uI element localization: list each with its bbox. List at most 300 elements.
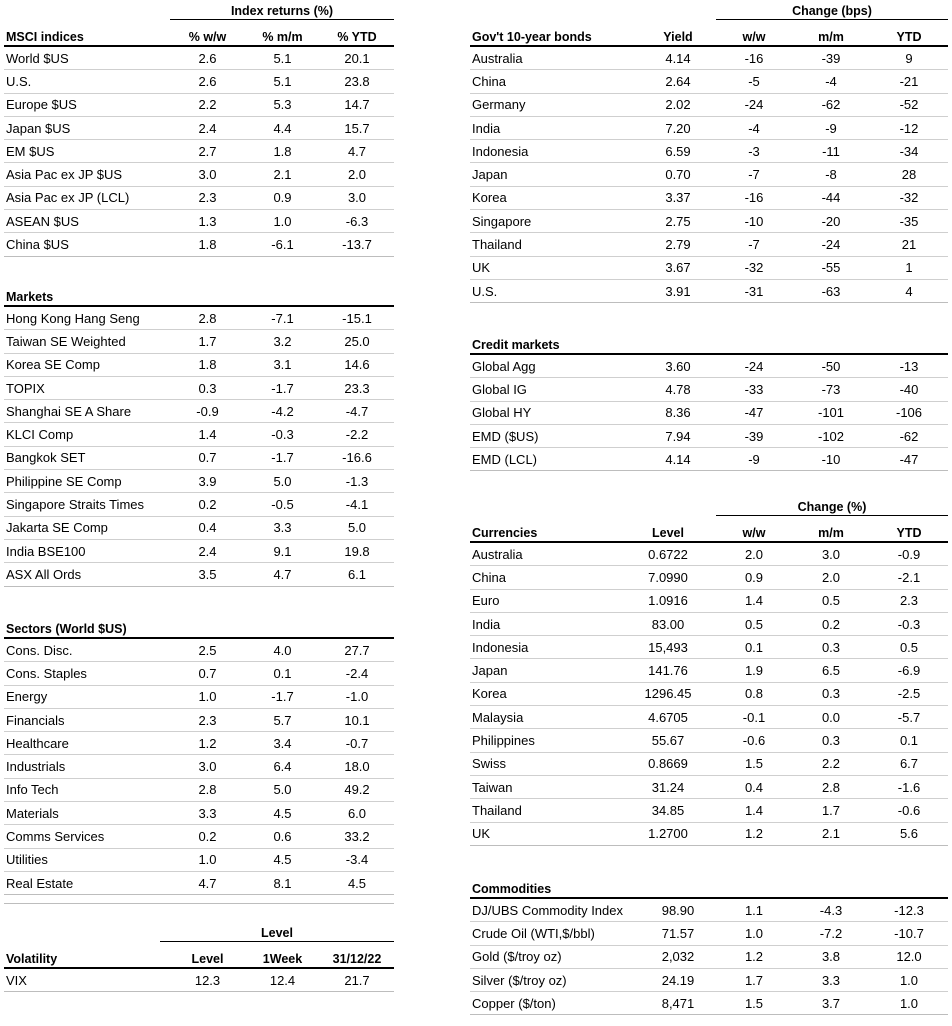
cell-value: 12.4 [245,968,320,992]
cell-value: 3.9 [170,470,245,493]
sector-row [4,732,394,755]
cell-value: 4.6705 [620,706,716,729]
cell-value: 5.0 [245,470,320,493]
cell-value: 3.5 [170,563,245,586]
cell-value: 21.7 [320,968,394,992]
cell-value: -40 [870,378,948,401]
cell-value: 83.00 [620,612,716,635]
cell-value: -16 [716,186,792,209]
row-label: China [470,70,640,93]
cell-value: -0.9 [170,400,245,423]
row-label: DJ/UBS Commodity Index [470,898,640,922]
cell-value: 49.2 [320,778,394,801]
cell-value: 3.67 [640,256,716,279]
row-label: Europe $US [4,93,170,116]
row-label: Hong Kong Hang Seng [4,306,170,330]
cell-value: -7.2 [792,922,870,945]
cell-value: -3.4 [320,848,394,871]
cell-value: -5 [716,70,792,93]
cell-value: 0.4 [716,775,792,798]
cell-value: 0.2 [792,612,870,635]
bond-row [470,93,948,116]
cell-value: 2.3 [870,589,948,612]
cell-value: 6.0 [320,802,394,825]
cell-value: -3 [716,140,792,163]
cell-value: -62 [870,424,948,447]
cell-value: 0.3 [792,682,870,705]
cell-value: -16 [716,46,792,70]
cell-value: -6.3 [320,210,394,233]
cell-value: 6.5 [792,659,870,682]
cell-value: 3.4 [245,732,320,755]
cell-value: 2.3 [170,708,245,731]
cell-value: 3.60 [640,354,716,378]
bond-row [470,186,948,209]
cell-value: -7 [716,233,792,256]
cell-value: -1.7 [245,376,320,399]
cell-value: 2.8 [792,775,870,798]
sector-row [4,848,394,871]
row-label: U.S. [470,279,640,302]
cell-value: 2.0 [792,566,870,589]
col-header-date: 31/12/22 [320,946,394,968]
row-label: Gold ($/troy oz) [470,945,640,968]
bond-row [470,256,948,279]
col-header-ytd: YTD [870,24,948,46]
currency-row [470,706,948,729]
cell-value: 12.0 [870,945,948,968]
cell-value: 2.6 [170,70,245,93]
cell-value: 4 [870,279,948,302]
cell-value: -24 [792,233,870,256]
row-label: Shanghai SE A Share [4,400,170,423]
cell-value: 5.3 [245,93,320,116]
cell-value: 0.8 [716,682,792,705]
cell-value: 4.0 [245,638,320,662]
cell-value: -2.1 [870,566,948,589]
cell-value: 3.8 [792,945,870,968]
cell-value: 1.7 [792,799,870,822]
cell-value: -8 [792,163,870,186]
cell-value: 2.79 [640,233,716,256]
cell-value: 14.7 [320,93,394,116]
row-label: U.S. [4,70,170,93]
cell-value: 4.7 [320,140,394,163]
cell-value: 0.3 [170,376,245,399]
cell-value: -0.5 [245,493,320,516]
row-label: Global Agg [470,354,640,378]
sector-row [4,662,394,685]
row-label: India [470,612,620,635]
cell-value: 0.6 [245,825,320,848]
bond-row [470,163,948,186]
cell-value: -16.6 [320,446,394,469]
cell-value: -0.9 [870,542,948,566]
cell-value: -4.3 [792,898,870,922]
row-label: Healthcare [4,732,170,755]
row-label: Industrials [4,755,170,778]
cell-value: 0.5 [716,612,792,635]
cell-value: 4.5 [320,871,394,894]
row-label: KLCI Comp [4,423,170,446]
commodities-table [470,876,948,1015]
market-row [4,446,394,469]
cell-value: -12 [870,116,948,139]
cell-value: 0.1 [870,729,948,752]
cell-value: 1.2700 [620,822,716,845]
cell-value: -33 [716,378,792,401]
cell-value: 21 [870,233,948,256]
commodities-title: Commodities [470,876,640,898]
cell-value: -5.7 [870,706,948,729]
cell-value: 4.7 [170,871,245,894]
index-returns-group-header [170,4,394,18]
cell-value: 28 [870,163,948,186]
cell-value: -9 [716,448,792,471]
cell-value: -47 [716,401,792,424]
bond-row [470,279,948,302]
col-header-mm: m/m [792,24,870,46]
cell-value: -13.7 [320,233,394,256]
cell-value: -7.1 [245,306,320,330]
col-header-ww: % w/w [170,24,245,46]
cell-value: 2.5 [170,638,245,662]
cell-value: 7.94 [640,424,716,447]
cell-value: 25.0 [320,330,394,353]
row-label: Philippines [470,729,620,752]
row-label: Cons. Disc. [4,638,170,662]
market-row [4,330,394,353]
cell-value: -55 [792,256,870,279]
cell-value: -10 [792,448,870,471]
cell-value: 2.3 [170,186,245,209]
cell-value: -0.3 [870,612,948,635]
msci-row [4,233,394,256]
cell-value: 1.5 [716,752,792,775]
col-header-level: Level [620,520,716,542]
cell-value: -2.5 [870,682,948,705]
msci-row [4,46,394,70]
cell-value: -0.7 [320,732,394,755]
col-header-ww: w/w [716,520,792,542]
cell-value: 5.0 [245,778,320,801]
cell-value: 4.14 [640,46,716,70]
market-row [4,470,394,493]
cell-value: -50 [792,354,870,378]
col-header-mm: % m/m [245,24,320,46]
bond-row [470,70,948,93]
credit-row [470,448,948,471]
bond-row [470,140,948,163]
currency-row [470,775,948,798]
commodity-row [470,968,948,991]
row-label: UK [470,256,640,279]
cell-value: -20 [792,210,870,233]
cell-value: 0.70 [640,163,716,186]
cell-value: -102 [792,424,870,447]
bond-row [470,46,948,70]
cell-value: -32 [870,186,948,209]
cell-value: 2.8 [170,306,245,330]
cell-value: -1.6 [870,775,948,798]
cell-value: -24 [716,354,792,378]
cell-value: -6.1 [245,233,320,256]
cell-value: 14.6 [320,353,394,376]
cell-value: 33.2 [320,825,394,848]
cell-value: 7.20 [640,116,716,139]
cell-value: 1.7 [716,968,792,991]
credit-title: Credit markets [470,332,640,354]
cell-value: 6.4 [245,755,320,778]
cell-value: -39 [716,424,792,447]
credit-markets-table [470,332,948,471]
cell-value: 71.57 [640,922,716,945]
currency-row [470,612,948,635]
row-label: Korea [470,682,620,705]
cell-value: 4.7 [245,563,320,586]
cell-value: -63 [792,279,870,302]
row-label: ASEAN $US [4,210,170,233]
market-row [4,306,394,330]
market-row [4,563,394,586]
row-label: Korea SE Comp [4,353,170,376]
col-header-1week: 1Week [245,946,320,968]
bonds-group-title: Change (bps) [792,4,872,18]
row-label: Taiwan SE Weighted [4,330,170,353]
cell-value: -4 [716,116,792,139]
cell-value: -12.3 [870,898,948,922]
cell-value: 1.2 [716,822,792,845]
currency-row [470,542,948,566]
bonds-table [470,24,948,303]
cell-value: 0.9 [716,566,792,589]
row-label: Australia [470,542,620,566]
row-label: Jakarta SE Comp [4,516,170,539]
cell-value: 2.7 [170,140,245,163]
row-label: Comms Services [4,825,170,848]
cell-value: 1.0916 [620,589,716,612]
cell-value: 1.0 [170,685,245,708]
cell-value: 27.7 [320,638,394,662]
msci-row [4,93,394,116]
cell-value: -21 [870,70,948,93]
row-label: Germany [470,93,640,116]
row-label: Taiwan [470,775,620,798]
currency-row [470,682,948,705]
cell-value: 0.3 [792,636,870,659]
commodity-row [470,992,948,1015]
cell-value: 2.8 [170,778,245,801]
row-label: India BSE100 [4,539,170,562]
cell-value: -62 [792,93,870,116]
cell-value: 1.2 [170,732,245,755]
cell-value: -0.3 [245,423,320,446]
cell-value: 0.1 [716,636,792,659]
cell-value: 5.6 [870,822,948,845]
cell-value: 3.2 [245,330,320,353]
cell-value: 3.3 [792,968,870,991]
cell-value: 34.85 [620,799,716,822]
cell-value: 4.4 [245,116,320,139]
cell-value: 1.8 [170,353,245,376]
cell-value: 6.7 [870,752,948,775]
cell-value: 23.8 [320,70,394,93]
cell-value: -1.3 [320,470,394,493]
cell-value: 2.4 [170,116,245,139]
cell-value: 1.9 [716,659,792,682]
bonds-group-header [716,4,948,18]
cell-value: 1.3 [170,210,245,233]
cell-value: -52 [870,93,948,116]
currency-row [470,822,948,845]
cell-value: 4.14 [640,448,716,471]
cell-value: -7 [716,163,792,186]
cell-value: 1.4 [716,589,792,612]
cell-value: -1.7 [245,685,320,708]
row-label: Malaysia [470,706,620,729]
cell-value: 3.91 [640,279,716,302]
sectors-title: Sectors (World $US) [4,616,170,638]
cell-value: 2.6 [170,46,245,70]
sector-row [4,802,394,825]
cell-value: 1.5 [716,992,792,1015]
sector-row [4,638,394,662]
cell-value: 1.2 [716,945,792,968]
cell-value: 0.8669 [620,752,716,775]
row-label: Materials [4,802,170,825]
cell-value: 0.7 [170,662,245,685]
cell-value: -10.7 [870,922,948,945]
cell-value: 2.02 [640,93,716,116]
credit-row [470,424,948,447]
cell-value: -0.6 [716,729,792,752]
market-row [4,400,394,423]
row-label: China [470,566,620,589]
cell-value: 1.8 [245,140,320,163]
cell-value: 2.4 [170,539,245,562]
row-label: ASX All Ords [4,563,170,586]
row-label: Utilities [4,848,170,871]
credit-row [470,378,948,401]
cell-value: 3.0 [792,542,870,566]
cell-value: 1.4 [716,799,792,822]
cell-value: 2.0 [320,163,394,186]
cell-value: 55.67 [620,729,716,752]
row-label: Indonesia [470,140,640,163]
volatility-group-header [160,926,394,940]
cell-value: 5.7 [245,708,320,731]
market-row [4,516,394,539]
row-label: China $US [4,233,170,256]
cell-value: 9 [870,46,948,70]
row-label: Thailand [470,799,620,822]
cell-value: 8,471 [640,992,716,1015]
row-label: Info Tech [4,778,170,801]
volatility-title: Volatility [4,946,170,968]
col-header-yield: Yield [640,24,716,46]
bonds-title: Gov't 10-year bonds [470,24,640,46]
commodity-row [470,945,948,968]
row-label: Swiss [470,752,620,775]
cell-value: 1.4 [170,423,245,446]
row-label: Australia [470,46,640,70]
cell-value: 15.7 [320,116,394,139]
currencies-group-header [716,500,948,514]
msci-row [4,116,394,139]
cell-value: -32 [716,256,792,279]
cell-value: -73 [792,378,870,401]
row-label: Thailand [470,233,640,256]
col-header-mm: m/m [792,520,870,542]
col-header-level: Level [170,946,245,968]
cell-value: 3.0 [170,755,245,778]
cell-value: 3.3 [245,516,320,539]
row-label: Korea [470,186,640,209]
cell-value: 4.78 [640,378,716,401]
cell-value: 0.6722 [620,542,716,566]
cell-value: 3.7 [792,992,870,1015]
currencies-group-title: Change (%) [797,500,867,514]
cell-value: -4.1 [320,493,394,516]
row-label: India [470,116,640,139]
row-label: EMD ($US) [470,424,640,447]
cell-value: -31 [716,279,792,302]
cell-value: 1.8 [170,233,245,256]
cell-value: 141.76 [620,659,716,682]
volatility-row [4,968,394,992]
market-row [4,493,394,516]
cell-value: -6.9 [870,659,948,682]
cell-value: 2.2 [792,752,870,775]
msci-title: MSCI indices [4,24,170,46]
row-label: Indonesia [470,636,620,659]
sector-row [4,685,394,708]
bond-row [470,210,948,233]
row-label: Japan [470,659,620,682]
currency-row [470,752,948,775]
cell-value: 31.24 [620,775,716,798]
currency-row [470,566,948,589]
cell-value: -4.2 [245,400,320,423]
market-row [4,376,394,399]
cell-value: -1.7 [245,446,320,469]
row-label: Asia Pac ex JP $US [4,163,170,186]
cell-value: 20.1 [320,46,394,70]
cell-value: 1.7 [170,330,245,353]
currency-row [470,729,948,752]
cell-value: 1.1 [716,898,792,922]
cell-value: 24.19 [640,968,716,991]
cell-value: 1 [870,256,948,279]
sector-row [4,778,394,801]
sector-row [4,825,394,848]
cell-value: 0.2 [170,493,245,516]
cell-value: -44 [792,186,870,209]
cell-value: 2.75 [640,210,716,233]
cell-value: 6.1 [320,563,394,586]
col-header-ytd: % YTD [320,24,394,46]
markets-title: Markets [4,284,170,306]
cell-value: 3.1 [245,353,320,376]
cell-value: 2.1 [792,822,870,845]
col-header-ww: w/w [716,24,792,46]
commodity-row [470,922,948,945]
row-label: UK [470,822,620,845]
commodity-row [470,898,948,922]
cell-value: 1.0 [245,210,320,233]
cell-value: -0.6 [870,799,948,822]
msci-row [4,70,394,93]
